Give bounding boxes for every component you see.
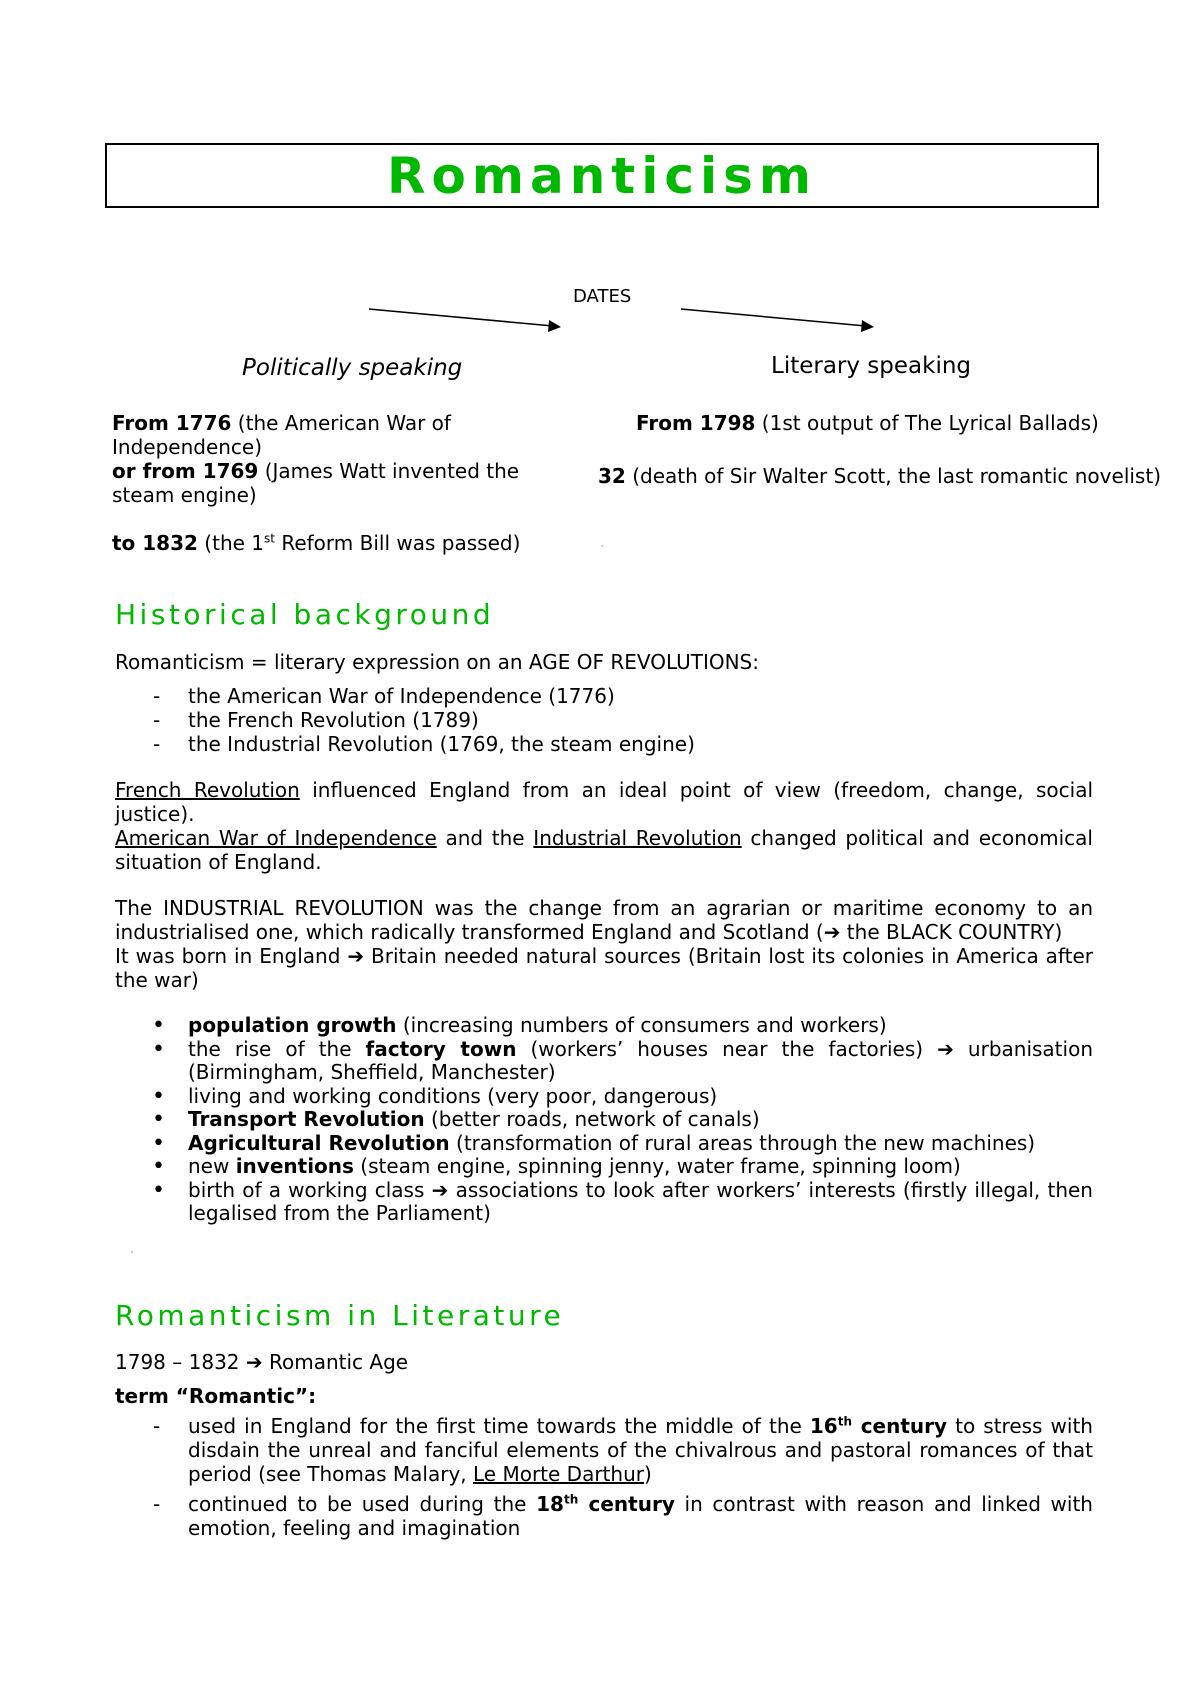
political-to-1832: to 1832 (the 1st Reform Bill was passed) bbox=[112, 531, 521, 555]
list-item: • new inventions (steam engine, spinning jenny, water frame, spinning loom) bbox=[115, 1155, 1093, 1179]
arrow-right-line bbox=[681, 309, 866, 326]
historical-section bbox=[115, 650, 1093, 1226]
french-revolution-paragraph: French Revolution influenced England from an ideal point of view (freedom, change, social justice). bbox=[115, 778, 1094, 826]
arrow-icon: ➔ bbox=[823, 920, 841, 944]
industrial-effects-list bbox=[115, 1014, 1093, 1226]
list-item: • birth of a working class ➔ associations to look after workers’ interests (firstly illegal, then legalised from the Parliament) bbox=[115, 1179, 1093, 1226]
arrow-left-head bbox=[548, 320, 561, 332]
political-from-1769: or from 1769 (James Watt invented the steam engine) bbox=[112, 459, 520, 507]
list-item: - continued to be used during the 18th century in contrast with reason and linked with emotion, feeling and imagination bbox=[115, 1492, 1093, 1540]
literary-heading: Literary speaking bbox=[771, 353, 972, 379]
dates-label: DATES bbox=[573, 286, 632, 307]
arrow-icon: ➔ bbox=[245, 1350, 263, 1374]
revolutions-list bbox=[115, 684, 1093, 756]
arrow-left-line bbox=[369, 309, 553, 326]
historical-heading: Historical background bbox=[115, 598, 495, 631]
list-item: • living and working conditions (very poor, dangerous) bbox=[115, 1085, 1093, 1109]
literary-from-1798: From 1798 (1st output of The Lyrical Ballads) bbox=[636, 411, 1099, 435]
literature-section bbox=[115, 1350, 1093, 1540]
historical-intro: Romanticism = literary expression on an AGE OF REVOLUTIONS: bbox=[115, 650, 759, 674]
politically-heading: Politically speaking bbox=[242, 355, 463, 381]
list-item: - used in England for the first time towards the middle of the 16th century to stress with disdain the unreal and fanciful elements of the chivalrous and pastoral romances of that period (see Thomas Malary, Le Morte Darthur) bbox=[115, 1414, 1093, 1486]
term-label: term “Romantic”: bbox=[115, 1384, 317, 1408]
industrial-revolution-paragraph: The INDUSTRIAL REVOLUTION was the change from an agrarian or maritime economy to an industrialised one, which radically transformed England and Scotland (➔ the BLACK COUNTRY) It was born in England ➔ Britain needed natural sources (Britain lost its colonies in America after the war) bbox=[115, 896, 1093, 992]
literature-heading: Romanticism in Literature bbox=[115, 1299, 565, 1332]
page-title: Romanticism bbox=[387, 146, 817, 205]
dates-arrows bbox=[0, 0, 1200, 360]
politically-dates bbox=[112, 411, 572, 555]
arrow-icon: ➔ bbox=[347, 944, 365, 968]
list-item: • the rise of the factory town (workers’ houses near the factories) ➔ urbanisation (Birmingham, Sheffield, Manchester) bbox=[115, 1038, 1093, 1085]
term-usage-list bbox=[115, 1414, 1093, 1540]
arrow-icon: ➔ bbox=[937, 1036, 954, 1061]
arrow-right-head bbox=[861, 320, 874, 332]
list-item: - the American War of Independence (1776) bbox=[115, 684, 1093, 708]
american-industrial-paragraph: American War of Independence and the Industrial Revolution changed political and economical situation of England. bbox=[115, 826, 1093, 874]
romantic-age: 1798 – 1832 ➔ Romantic Age bbox=[115, 1350, 409, 1374]
stray-mark: ' bbox=[601, 544, 604, 553]
list-item: • Agricultural Revolution (transformation of rural areas through the new machines) bbox=[115, 1132, 1093, 1156]
political-from-1776: From 1776 (the American War of Independence) bbox=[112, 411, 451, 459]
list-item: - the French Revolution (1789) bbox=[115, 708, 1093, 732]
arrow-icon: ➔ bbox=[431, 1177, 449, 1202]
literary-to-1832: 32 (death of Sir Walter Scott, the last romantic novelist) bbox=[598, 464, 1161, 488]
list-item: - the Industrial Revolution (1769, the steam engine) bbox=[115, 732, 1093, 756]
list-item: • population growth (increasing numbers of consumers and workers) bbox=[115, 1014, 1093, 1038]
list-item: • Transport Revolution (better roads, network of canals) bbox=[115, 1108, 1093, 1132]
stray-mark: ' bbox=[131, 1250, 134, 1259]
